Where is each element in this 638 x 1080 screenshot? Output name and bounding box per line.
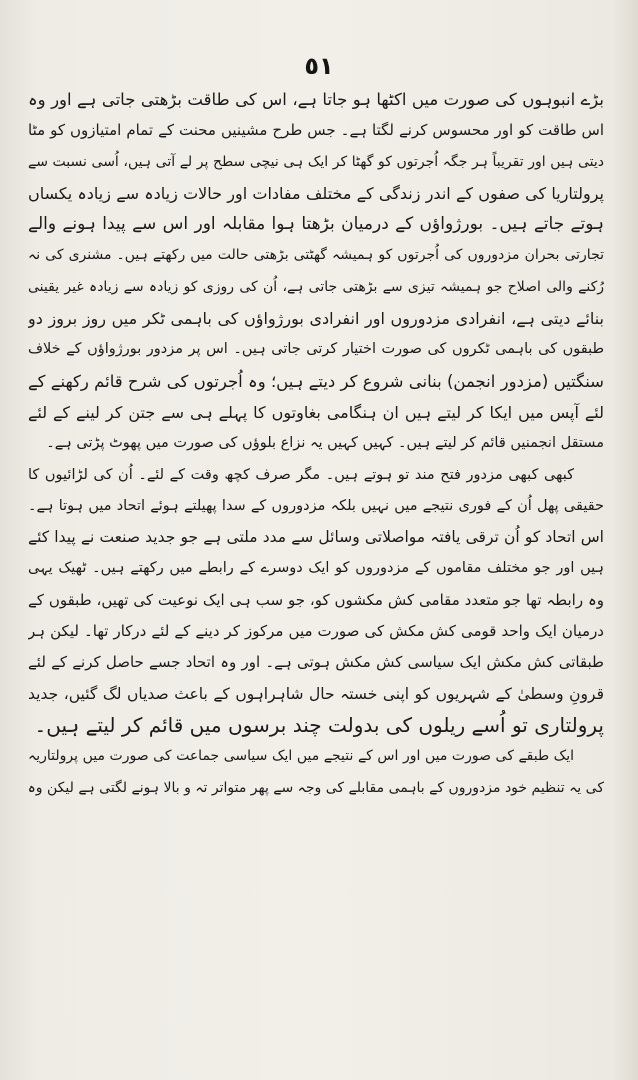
text-line: کبھی کبھی مزدور فتح مند تو ہوتے ہیں۔ مگر صرف کچھ وقت کے لئے۔ اُن کی لڑائیوں کا: [28, 466, 574, 483]
text-line: بڑے انبوہوں کی صورت میں اکٹھا ہو جاتا ہے، اس کی طاقت بڑھتی جاتی ہے اور وہ: [28, 90, 604, 109]
text-line: طبقوں کی باہمی ٹکروں کی صورت اختیار کرتی جاتی ہیں۔ اس پر مزدور بورژواؤں کے خلاف: [28, 341, 604, 358]
text-line: ہوتے جاتے ہیں۔ بورژواؤں کے درمیان بڑھتا ہوا مقابلہ اور اس سے پیدا ہونے والے: [28, 214, 604, 235]
page-number: ٥١: [304, 52, 334, 80]
text-line: کی یہ تنظیم خود مزدوروں کے باہمی مقابلے کی وجہ سے پھر متواتر تہ و بالا ہونے لگتی ہے لیکن وہ: [28, 779, 604, 796]
text-line: تجارتی بحران مزدوروں کی اُجرتوں کو ہمیشہ گھٹتی بڑھتی حالت میں رکھتے ہیں۔ مشنری کی نہ: [28, 247, 604, 264]
text-line: اس اتحاد کو اُن ترقی یافتہ مواصلاتی وسائل سے مدد ملتی ہے جو جدید صنعت نے پیدا کئے: [28, 528, 604, 547]
text-line: درمیان ایک واحد قومی کش مکش کی صورت میں مرکوز کر دینے کے لئے درکار تھا۔ لیکن ہر: [28, 622, 604, 641]
text-line: ہیں اور جو مختلف مقاموں کے مزدوروں کو ایک دوسرے کے رابطے میں رکھتے ہیں۔ ٹھیک یہی: [28, 560, 604, 577]
text-line: وہ رابطہ تھا جو متعدد مقامی کش مکشوں کو، جو سب ہی ایک نوعیت کی تھیں، طبقوں کے: [28, 590, 604, 609]
text-line: دیتی ہیں اور تقریباً ہر جگہ اُجرتوں کو گھٹا کر ایک ہی نیچی سطح پر لے آتی ہیں، اُسی نسبت سے: [28, 153, 604, 170]
text-line: مستقل انجمنیں قائم کر لیتے ہیں۔ کہیں کہیں یہ نزاع بلوؤں کی صورت میں پھوٹ پڑتی ہے۔: [46, 435, 604, 452]
text-line: سنگتیں (مزدور انجمن) بنانی شروع کر دیتے ہیں؛ وہ اُجرتوں کی شرح قائم رکھنے کے: [28, 371, 604, 391]
text-line: حقیقی پھل اُن کے فوری نتیجے میں نہیں بلکہ مزدوروں کے سدا پھیلتے ہوئے اتحاد میں ہوتا ہے۔: [28, 497, 604, 514]
text-line: قرونِ وسطیٰ کے شہریوں کو اپنی خستہ حال شاہراہوں کے باعث صدیاں لگ گئیں، جدید: [28, 684, 604, 703]
text-line: رُکنے والی اصلاح جو ہمیشہ تیزی سے بڑھتی جاتی ہے، اُن کی روزی کو زیادہ سے زیادہ غیر یقینی: [28, 278, 604, 295]
text-line: ایک طبقے کی صورت میں اور اس کے نتیجے میں ایک سیاسی جماعت کی صورت میں پرولتاریہ: [28, 748, 574, 765]
text-line: پرولتاری تو اُسے ریلوں کی بدولت چند برسوں میں قائم کر لیتے ہیں۔: [34, 712, 604, 737]
text-line: پرولتاریا کی صفوں کے اندر زندگی کے مختلف مفادات اور حالات زیادہ سے زیادہ یکساں: [28, 183, 604, 203]
text-line: اس طاقت کو اور محسوس کرنے لگتا ہے۔ جس طرح مشینیں محنت کے تمام امتیازوں کو مٹا: [28, 121, 604, 140]
text-line: طبقاتی کش مکش ایک سیاسی کش مکش ہوتی ہے۔ اور وہ اتحاد جسے حاصل کرنے کے لئے: [28, 653, 604, 672]
text-line: لئے آپس میں ایکا کر لیتے ہیں ان ہنگامی بغاوتوں کا پہلے ہی سے جتن کر لینے کے لئے: [28, 402, 604, 422]
body-text: [28, 84, 604, 804]
text-line: بنائے دیتی ہے، انفرادی مزدوروں اور انفرادی بورژواؤں کی باہمی ٹکر میں روز بروز دو: [28, 309, 604, 329]
